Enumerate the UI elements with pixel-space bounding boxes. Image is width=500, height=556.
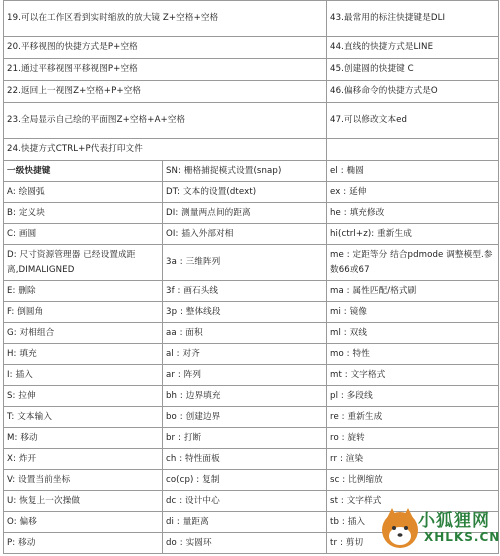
shortcut-cell: mi : 镜像 xyxy=(327,302,499,323)
tip-left-cell: 23.全局显示自己绘的平面图Z+空格+A+空格 xyxy=(4,103,327,139)
shortcut-cell: ar : 阵列 xyxy=(163,365,327,386)
watermark-title: 小狐狸网 xyxy=(418,511,490,531)
shortcut-row xyxy=(4,245,499,281)
shortcut-row xyxy=(4,182,499,203)
tip-right-cell: 45.创建圆的快捷键 C xyxy=(327,59,499,81)
tip-row xyxy=(4,59,499,81)
shortcut-cell: bo : 创建边界 xyxy=(163,407,327,428)
shortcut-row xyxy=(4,407,499,428)
shortcut-cell: 3f : 画石头线 xyxy=(163,281,327,302)
watermark xyxy=(378,502,498,554)
shortcut-cell: bh : 边界填充 xyxy=(163,386,327,407)
shortcut-table xyxy=(3,0,499,554)
shortcut-row xyxy=(4,224,499,245)
shortcut-cell: ro : 旋转 xyxy=(327,428,499,449)
shortcut-cell: T: 文本输入 xyxy=(4,407,163,428)
shortcut-cell: DT: 文本的设置(dtext) xyxy=(163,182,327,203)
shortcut-cell: he : 填充修改 xyxy=(327,203,499,224)
shortcut-cell: B: 定义块 xyxy=(4,203,163,224)
shortcut-cell: st : 文字样式 xyxy=(327,491,499,512)
shortcut-cell: mt : 文字格式 xyxy=(327,365,499,386)
shortcut-cell: 3a : 三维阵列 xyxy=(163,245,327,281)
shortcut-cell: H: 填充 xyxy=(4,344,163,365)
shortcut-cell: P: 移动 xyxy=(4,533,163,554)
shortcut-row xyxy=(4,344,499,365)
tip-row xyxy=(4,81,499,103)
shortcut-cell: di : 量距离 xyxy=(163,512,327,533)
shortcut-row xyxy=(4,161,499,182)
shortcut-cell: tr : 剪切 xyxy=(327,533,499,554)
shortcut-cell: dc : 设计中心 xyxy=(163,491,327,512)
fox-logo-icon xyxy=(378,506,422,550)
shortcut-cell: me : 定距等分 结合pdmode 调整模型.参数66或67 xyxy=(327,245,499,281)
tip-left-cell: 22.返回上一视图Z+空格+P+空格 xyxy=(4,81,327,103)
shortcut-cell: M: 移动 xyxy=(4,428,163,449)
tip-right-cell xyxy=(327,139,499,161)
shortcut-cell: X: 炸开 xyxy=(4,449,163,470)
shortcut-cell: 一级快捷键 xyxy=(4,161,163,182)
tip-row xyxy=(4,103,499,139)
shortcut-row xyxy=(4,386,499,407)
shortcut-cell: G: 对相组合 xyxy=(4,323,163,344)
tip-right-cell: 47.可以修改文本ed xyxy=(327,103,499,139)
watermark-url: XHLKS.CN xyxy=(424,530,500,544)
shortcut-row xyxy=(4,323,499,344)
shortcut-row xyxy=(4,203,499,224)
shortcut-cell: co(cp) : 复制 xyxy=(163,470,327,491)
tip-row xyxy=(4,139,499,161)
shortcut-table-body xyxy=(4,1,499,554)
shortcut-cell: SN: 栅格捕捉模式设置(snap) xyxy=(163,161,327,182)
shortcut-cell: tb : 插入 xyxy=(327,512,499,533)
shortcut-cell: ma : 属性匹配/格式刷 xyxy=(327,281,499,302)
shortcut-cell: pl : 多段线 xyxy=(327,386,499,407)
shortcut-cell: OI: 插入外部对相 xyxy=(163,224,327,245)
shortcut-cell: el : 椭圆 xyxy=(327,161,499,182)
shortcut-cell: ex : 延伸 xyxy=(327,182,499,203)
shortcut-row xyxy=(4,302,499,323)
tip-left-cell: 24.快捷方式CTRL+P代表打印文件 xyxy=(4,139,327,161)
shortcut-row xyxy=(4,470,499,491)
shortcut-cell: I: 插入 xyxy=(4,365,163,386)
shortcut-cell: V: 设置当前坐标 xyxy=(4,470,163,491)
tip-right-cell: 46.偏移命令的快捷方式是O xyxy=(327,81,499,103)
tip-row xyxy=(4,1,499,37)
shortcut-cell: F: 倒圆角 xyxy=(4,302,163,323)
tip-right-cell: 44.直线的快捷方式是LINE xyxy=(327,37,499,59)
shortcut-cell: re : 重新生成 xyxy=(327,407,499,428)
shortcut-row xyxy=(4,281,499,302)
shortcut-cell: 3p : 整体线段 xyxy=(163,302,327,323)
shortcut-cell: O: 偏移 xyxy=(4,512,163,533)
shortcut-cell: do : 实圆环 xyxy=(163,533,327,554)
tip-row xyxy=(4,37,499,59)
shortcut-cell: sc : 比例缩放 xyxy=(327,470,499,491)
shortcut-cell: mo : 特性 xyxy=(327,344,499,365)
shortcut-cell: D: 尺寸资源管理器 已经设置成距离,DIMALIGNED xyxy=(4,245,163,281)
tip-left-cell: 21.通过平移视图平移视图P+空格 xyxy=(4,59,327,81)
shortcut-cell: hi(ctrl+z): 重新生成 xyxy=(327,224,499,245)
shortcut-cell: C: 画圆 xyxy=(4,224,163,245)
shortcut-row xyxy=(4,428,499,449)
shortcut-cell: A: 绘圆弧 xyxy=(4,182,163,203)
shortcut-row xyxy=(4,365,499,386)
shortcut-row xyxy=(4,449,499,470)
shortcut-cell: aa : 面积 xyxy=(163,323,327,344)
shortcut-cell: al : 对齐 xyxy=(163,344,327,365)
shortcut-cell: br : 打断 xyxy=(163,428,327,449)
shortcut-cell: rr : 渲染 xyxy=(327,449,499,470)
shortcut-cell: S: 拉伸 xyxy=(4,386,163,407)
shortcut-cell: U: 恢复上一次操做 xyxy=(4,491,163,512)
shortcut-cell: ml : 双线 xyxy=(327,323,499,344)
shortcut-cell: DI: 测量两点间的距离 xyxy=(163,203,327,224)
tip-left-cell: 20.平移视图的快捷方式是P+空格 xyxy=(4,37,327,59)
shortcut-cell: ch : 特性面板 xyxy=(163,449,327,470)
tip-right-cell: 43.最常用的标注快捷键是DLI xyxy=(327,1,499,37)
shortcut-cell: E: 删除 xyxy=(4,281,163,302)
tip-left-cell: 19.可以在工作区看到实时缩放的放大镜 Z+空格+空格 xyxy=(4,1,327,37)
